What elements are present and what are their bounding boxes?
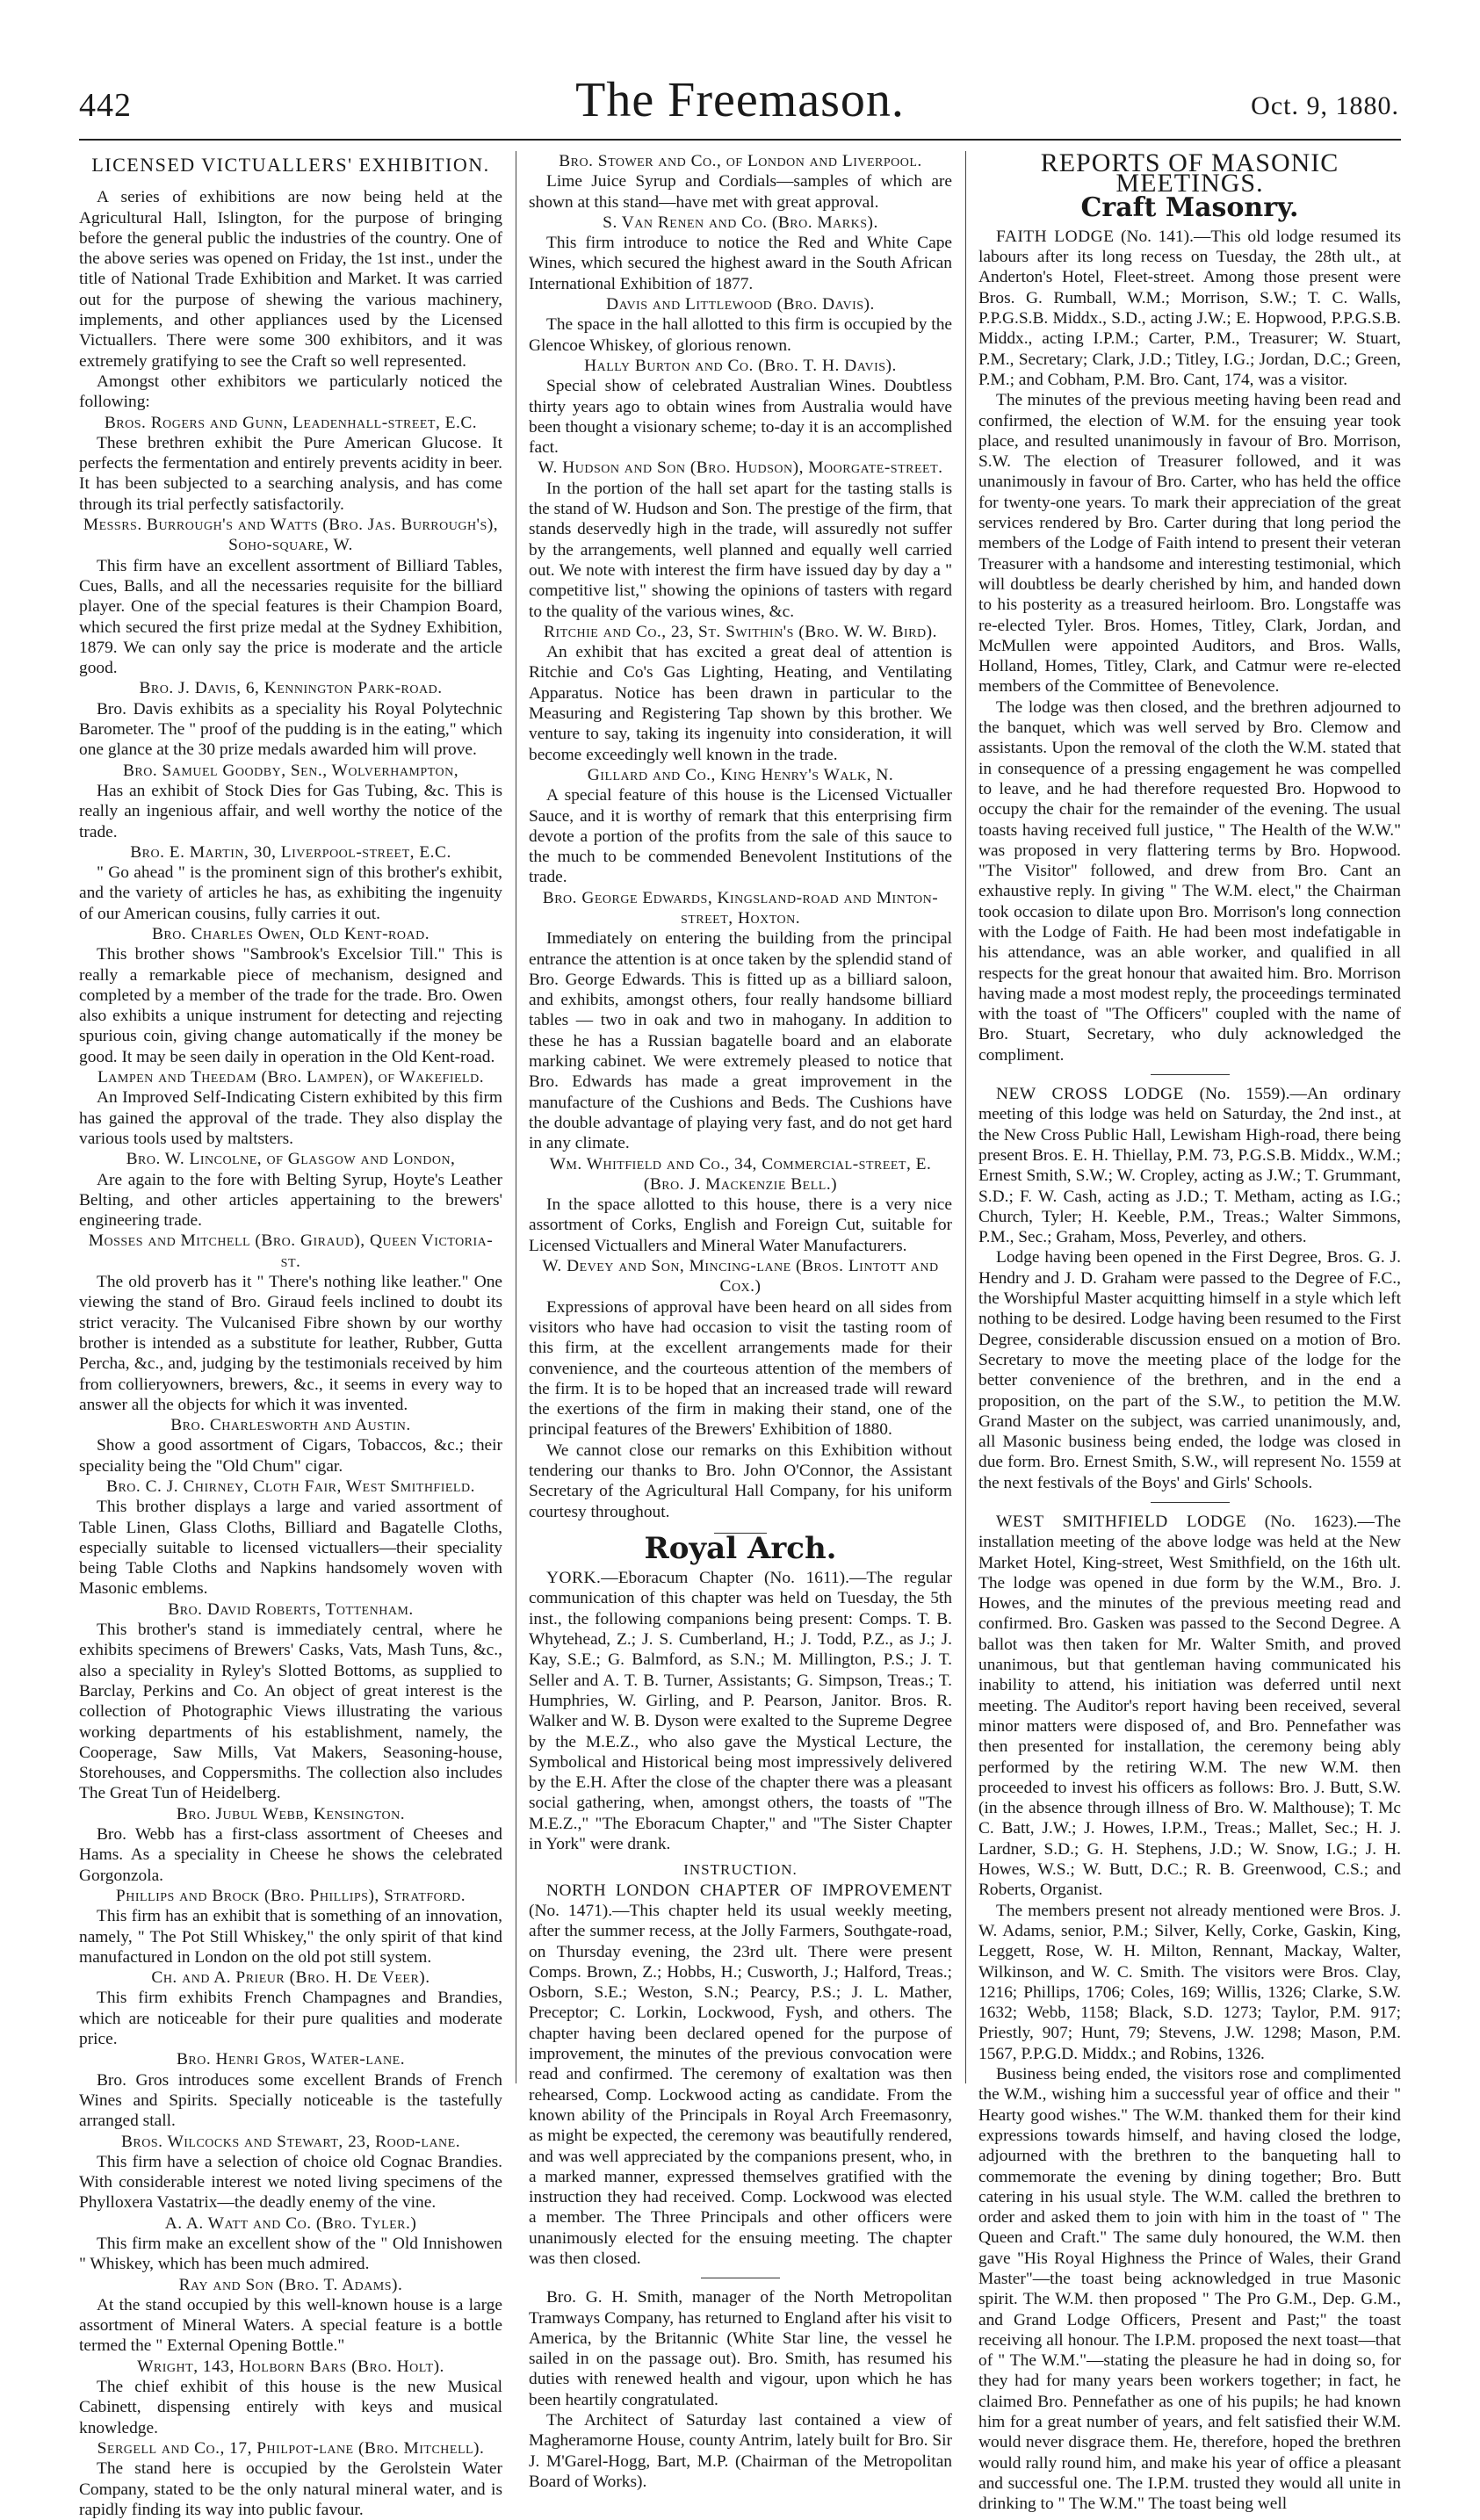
paragraph: Lime Juice Syrup and Cordials—samples of which are shown at this stand—have met with great approval. <box>529 172 952 212</box>
paragraph: This brother's stand is immediately central, where he exhibits specimens of Brewers' Casks, Vats, Mash Tuns, &c., also a speciality in Ryley's Slotted Bottoms, as supplied to Barclay, Perkins and Co. An object of great interest is the collection of Photographic Views illustrating the various working departments of his establishment, namely, the Cooperage, Saw Mills, Vat Makers, Seasoning-house, Storehouses, and Coppersmiths. The collection also includes The Great Tun of Heidelberg. <box>79 1621 502 1803</box>
paragraph: The chief exhibit of this house is the new Musical Cabinett, dispensing entirely with keys and musical knowledge. <box>79 2378 502 2437</box>
paragraph: These brethren exhibit the Pure American Glucose. It perfects the fermentation and entirely prevents acidity in beer. It has been subjected to a searching analysis, and has come through its trial perfectly satisfactorily. <box>79 433 502 514</box>
exhibitor-name: Gillard and Co., King Henry's Walk, N. <box>587 765 894 784</box>
report-lead-york: YORK. <box>546 1569 602 1588</box>
report-lead-west-smithfield-lodge: WEST SMITHFIELD LODGE <box>996 1513 1247 1531</box>
exhibitor-name: W. Devey and Son, Mincing-lane (Bros. Lintott and Cox.) <box>542 1257 939 1296</box>
exhibitor-name: W. Hudson and Son (Bro. Hudson), Moorgate-street. <box>538 459 943 478</box>
paragraph: (No. 1471).—This chapter held its usual weekly meeting, after the summer recess, at the Jolly Farmers, Southgate-road, on Thursday evening, the 23rd ult. There were present Comps. Brown, Z.; Hobbs, H.; Cusworth, J.; Halford, Treas.; Osborn, S.E.; Weston, S.N.; Pearcy, P.S.; J. L. Mather, Preceptor; C. Lorkin, Lockwood, Fysh, and others. The chapter having been declared opened for the purpose of improvement, the minutes of the previous convocation were read and confirmed. The ceremony of exaltation was then rehearsed, Comp. Lockwood acting as candidate. From the known ability of the Principals in Royal Arch Freemasonry, as might be expected, the ceremony was beautifully rendered, and was well appreciated by the companions present, who, in a marked manner, expressed themselves gratified with the instruction they had received. Comp. Lockwood was elected a member. The Three Principals and other officers were unanimously elected for the ensuing meeting. The chapter was then closed. <box>529 1901 952 2268</box>
exhibitor-name: Bro. Charles Owen, Old Kent-road. <box>151 924 430 943</box>
paragraph: This firm exhibits French Champagnes and Brandies, which are noticeable for their pure qualities and moderate price. <box>79 1989 502 2049</box>
paragraph: (No. 1623).—The installation meeting of the above lodge was held at the New Market Hotel, King-street, West Smithfield, on the 16th ult. The lodge was opened in due form by the W.M., Bro. J. Howes, and the minutes of the previous meeting read and confirmed. Bro. Gasken was passed to the Second Degree. A ballot was then taken for Mr. Walter Smith, and proved unanimous, but that gentleman having communicated his inability to attend, his initiation was deferred until next meeting. The Auditor's report having been received, several minor matters were disposed of, and Bro. Pennefather was then presented for installation, the ceremony being ably performed by the retiring W.M. The new W.M. then proceeded to invest his officers as follows: Bro. J. Butt, S.W. (in the absence through illness of Bro. W. Malthouse); T. Mc C. Batt, J.W.; J. Howes, I.P.M., Treas.; Mallet, Sec.; H. J. Lardner, S.D.; G. H. Stephens, J.D.; W. Snow, I.G.; J. H. Howes, W.S.; W. Butt, D.C.; R. B. Greenwood, C.S.; and Roberts, Organist. <box>978 1513 1401 1900</box>
paragraph: Lodge having been opened in the First Degree, Bros. G. J. Hendry and J. D. Graham were passed to the Degree of F.C., the Worshipful Master acquitting himself in a style which left nothing to be desired. Lodge having been resumed to the First Degree, considerable discussion ensued on a motion of Bro. Secretary to move the meeting place of the lodge for the better convenience of the brethren, and in the end a proposition, on the part of the S.W., to petition the M.W. Grand Master on the subject, was carried unanimously, and, all Masonic business being ended, the lodge was closed in due form. Bro. Ernest Smith, S.W., will represent No. 1559 at the next festivals of the Boys' and Girls' Schools. <box>978 1248 1401 1492</box>
exhibitor-name: Bro. David Roberts, Tottenham. <box>168 1599 414 1619</box>
article-title-reports: REPORTS OF MASONIC MEETINGS. <box>1040 148 1339 199</box>
paragraph: The old proverb has it " There's nothing like leather." One viewing the stand of Bro. Giraud feels inclined to doubt its strict veracity. The Vulcanised Fibre shown by our worthy brother is intended as a substitute for leather, Rubber, Gutta Percha, &c., and, judging by the testimonials received by him from collieryowners, brewers, &c., it seems in every way to answer all the objects for which it was invented. <box>79 1273 502 1414</box>
paragraph: In the portion of the hall set apart for the tasting stalls is the stand of W. Hudson and Son. The prestige of the firm, that stands deservedly high in the trade, will assuredly not suffer by the arrangements, well planned and equally well carried out. We note with interest the firm have issued day by day a " competitive list," showing the opinions of tasters with regard to the quality of the various wines, &c. <box>529 479 952 621</box>
paragraph: (No. 1559).—An ordinary meeting of this lodge was held on Saturday, the 2nd inst., at the New Cross Public Hall, Lewisham High-road, there being present Bros. E. H. Thiellay, P.M. 73, P.G.S.B. Middx., W.M.; Ernest Smith, S.W.; W. Cropley, acting as J.W.; T. Grummant, S.D.; F. W. Cash, acting as J.D.; T. Metham, acting as I.G.; Church, Tyler; H. Keeble, P.M., Treas.; Walter Simmons, P.M., Sec.; Graham, Moss, Peverley, and others. <box>978 1085 1401 1247</box>
paragraph: The Architect of Saturday last contained a view of Magheramorne House, county Antrim, lately built for Bro. Sir J. M'Garel-Hogg, Bart, M.P. (Chairman of the Metropolitan Board of Works). <box>529 2411 952 2491</box>
paragraph: Are again to the fore with Belting Syrup, Hoyte's Leather Belting, and other articles appertaining to the brewers' engineering trade. <box>79 1170 502 1231</box>
exhibitor-name: Lampen and Theedam (Bro. Lampen), of Wakefield. <box>97 1068 485 1087</box>
page-header <box>79 70 1401 126</box>
exhibitor-name: Bro. Samuel Goodby, Sen., Wolverhampton, <box>122 761 459 780</box>
section-heading-royal-arch: Royal Arch. <box>644 1530 837 1566</box>
paragraph: The lodge was then closed, and the brethren adjourned to the banquet, which was well served by Bro. Clemow and assistants. Upon the removal of the cloth the W.M. stated that in consequence of a pressing engagement he was compelled to leave, and he had therefore requested Bro. Hopwood to occupy the chair for the remainder of the evening. The usual toasts having received full justice, " The Health of the W.W." was proposed in very flattering terms by Bro. Hopwood. "The Visitor" followed, and drew from Bro. Cant an exhaustive reply. In giving " The W.M. elect," the Chairman took occasion to dilate upon Bro. Morrison's long connection with the Lodge of Faith. He had been most indefatigable in his attendance, was an able worker, and qualified in all respects for the great honour that awaited him. Bro. Morrison having made a most modest reply, the proceedings terminated with the toast of "The Officers" coupled with the name of Bro. Stuart, Secretary, who duly acknowledged the compliment. <box>978 697 1401 1065</box>
exhibitor-name: Bros. Rogers and Gunn, Leadenhall-street, E.C. <box>104 413 478 432</box>
column-2 <box>529 151 952 2491</box>
paragraph: This firm has an exhibit that is something of an innovation, namely, " The Pot Still Whiskey," the only spirit of that kind manufactured in London on the old pot still system. <box>79 1907 502 1967</box>
exhibitor-name: Bro. Charlesworth and Austin. <box>170 1416 411 1435</box>
column-1 <box>79 151 502 2519</box>
paragraph: Business being ended, the visitors rose and complimented the W.M., wishing him a successful year of office and their " Hearty good wishes." The W.M. thanked them for their kind expressions towards himself, and having closed the lodge, adjourned with the brethren to the banqueting hall to commemorate the evening by dining together; Bro. Butt catering in his usual style. The W.M. called the brethren to order and asked them to join with him in the toast of " The Queen and Craft." The same duly honoured, the W.M. then gave "His Royal Highness the Prince of Wales, their Grand Master"—the toast being acknowledged in true Masonic spirit. The W.M. then proposed " The Pro G.M., Dep. G.M., and Grand Lodge Officers, Present and Past;" the toast receiving all honour. The I.P.M. proposed the next toast—that of " The W.M."—stating the pleasure he had in doing so, for they had for many years been workers together; in fact, he claimed Bro. Pennefather as one of his pupils; he had known him for a great number of years, and felt satisfied their W.M. would never disgrace them. He, therefore, hoped the brethren would rally round him, and make his year of office a pleasant and successful one. The I.P.M. trusted they would all unite in drinking to " The W.M." The toast being well <box>978 2065 1401 2514</box>
exhibitor-name: Wm. Whitfield and Co., 34, Commercial-street, E. (Bro. J. Mackenzie Bell.) <box>549 1154 932 1194</box>
paragraph: The stand here is occupied by the Gerolstein Water Company, stated to be the only natural mineral water, and is rapidly finding its way into public favour. <box>79 2459 502 2519</box>
exhibitor-name: Davis and Littlewood (Bro. Davis). <box>606 295 875 314</box>
exhibitor-name: Mosses and Mitchell (Bro. Giraud), Queen Victoria-st. <box>88 1231 494 1271</box>
paragraph: An exhibit that has excited a great deal of attention is Ritchie and Co's Gas Lighting, Heating, and Ventilating Apparatus. Notice has been drawn in particular to the Measuring and Registering Tap shown by this brother. We venture to say, taking its ingenuity into consideration, it will become exceedingly well known in the trade. <box>529 643 952 764</box>
paragraph: Bro. Webb has a first-class assortment of Cheeses and Hams. As a speciality in Cheese he shows the celebrated Gorgonzola. <box>79 1825 502 1885</box>
exhibitor-name: Hally Burton and Co. (Bro. T. H. Davis). <box>584 356 897 375</box>
paragraph: Bro. Gros introduces some excellent Brands of French Wines and Spirits. Specially noticeable is the tastefully arranged stall. <box>79 2070 502 2131</box>
exhibitor-name: S. Van Renen and Co. (Bro. Marks). <box>603 213 878 232</box>
paragraph: The minutes of the previous meeting having been read and confirmed, the election of W.M. for the ensuing year took place, and resulted unanimously in favour of Bro. Morrison, S.W. The election of Treasurer followed, and it was unanimously in favour of Bro. Carter, who has held the office for twenty-one years. To mark their appreciation of the great services rendered by Bro. Carter during that long period the members of the Lodge of Faith intend to present their veteran Treasurer with a handsome and interesting testimonial, which will doubtless be dearly cherished by him, and handed down to his posterity as a treasured heirloom. Bro. Longstaffe was re-elected Tyler. Bros. Homes, Titley, Clark, Jordan, and McMullen were appointed Auditors, and Bros. Walls, Holland, Homes, Titley, Clark, and Catmur were re-elected members of the Committee of Benevolence. <box>978 391 1401 697</box>
column-divider <box>965 151 966 2083</box>
issue-date: Oct. 9, 1880. <box>1251 91 1399 120</box>
paragraph: In the space allotted to this house, there is a very nice assortment of Corks, English and Foreign Cut, suitable for Licensed Victuallers and Mineral Water Manufacturers. <box>529 1195 952 1255</box>
exhibitor-name: Bro. George Edwards, Kingsland-road and Minton-street, Hoxton. <box>542 888 939 928</box>
newspaper-page <box>79 70 1402 2519</box>
exhibitor-name: Wright, 143, Holborn Bars (Bro. Holt). <box>137 2357 444 2376</box>
paragraph: A series of exhibitions are now being held at the Agricultural Hall, Islington, for the purpose of bringing before the general public the industries of the country. One of the above series was opened on Friday, the 1st inst., under the title of National Trade Exhibition and Market. It was carried out for the purpose of shewing the various machinery, implements, and other appliances used by the Licensed Victuallers. There were some 300 exhibitors, and it was extremely gratifying to see the Craft so well represented. <box>79 188 502 371</box>
paragraph: " Go ahead " is the prominent sign of this brother's exhibit, and the variety of articles he has, as exhibiting the ingenuity of our American cousins, fully carries it out. <box>79 863 502 923</box>
paragraph: Special show of celebrated Australian Wines. Doubtless thirty years ago to obtain wines from Australia would have been thought a visionary scheme; to-day it is an accomplished fact. <box>529 377 952 458</box>
report-lead-faith-lodge: FAITH LODGE <box>996 227 1115 246</box>
paragraph: Expressions of approval have been heard on all sides from visitors who have had occasion to visit the tasting room of this firm, at the excellent arrangements made for their convenience, and the courteous attention of the members of the firm. It is to be hoped that an increased trade will reward the exertions of the firm in making their stand, one of the principal features of the Brewers' Exhibition of 1880. <box>529 1297 952 1440</box>
paragraph: Bro. G. H. Smith, manager of the North Metropolitan Tramways Company, has returned to England after his visit to America, by the Britannic (White Star line, the vessel he sailed in on the passage out). Bro. Smith, has resumed his duties with renewed health and vigour, upon which he has been heartily congratulated. <box>529 2288 952 2409</box>
exhibitor-name: A. A. Watt and Co. (Bro. Tyler.) <box>164 2213 417 2233</box>
exhibitor-name: Sergell and Co., 17, Philpot-lane (Bro. Mitchell). <box>97 2438 485 2458</box>
paragraph: This firm have a selection of choice old Cognac Brandies. With considerable interest we noted living specimens of the Phylloxera Vastatrix—the deadly enemy of the vine. <box>79 2152 502 2213</box>
exhibitor-name: Ray and Son (Bro. T. Adams). <box>178 2275 403 2294</box>
paragraph: The members present not already mentioned were Bros. J. W. Adams, senior, P.M.; Silver, Kelly, Corke, Gaskin, King, Leggett, Rose, W. H. Milton, Rennant, Mackay, Walter, Wilkinson, and W. C. Smith. The visitors were Bros. Clay, 1216; Phillips, 1706; Coles, 169; Willis, 1326; Clarke, S.W. 1632; Webb, 1158; Black, S.D. 1273; Taylor, P.M. 917; Priestly, 907; Hunt, 79; Stevens, J.W. 1298; Mason, P.M. 1567, P.P.G.D. Middx.; and Robins, 1326. <box>978 1901 1401 2063</box>
paragraph: Immediately on entering the building from the principal entrance the attention is at once taken by the splendid stand of Bro. George Edwards. This is fitted up as a billiard saloon, and exhibits, amongst others, four really handsome billiard tables — two in oak and two in mahogany. In addition to these he has a Russian bagatelle board and an elaborate marking cabinet. We were extremely pleased to notice that Bro. Edwards has made a great improvement in the manufacture of the Cushions and Beds. The Cushions have the double advantage of playing very fast, and do not get hard in any climate. <box>529 929 952 1153</box>
header-rule <box>79 139 1401 141</box>
paragraph: This brother displays a large and varied assortment of Table Linen, Glass Cloths, Billiard and Bagatelle Cloths, especially suitable to licensed victuallers—their speciality being Table Cloths and Napkins handsomely woven with Masonic emblems. <box>79 1498 502 1599</box>
paragraph: An Improved Self-Indicating Cistern exhibited by this firm has gained the approval of the trade. They also display the various tools used by maltsters. <box>79 1088 502 1148</box>
separator-rule <box>1151 1074 1230 1075</box>
paragraph: At the stand occupied by this well-known house is a large assortment of Mineral Waters. A special feature is a bottle termed the " External Opening Bottle." <box>79 2295 502 2356</box>
report-lead-new-cross-lodge: NEW CROSS LODGE <box>996 1085 1184 1104</box>
exhibitor-name: Bro. J. Davis, 6, Kennington Park-road. <box>139 679 443 698</box>
paragraph: (No. 141).—This old lodge resumed its labours after its long recess on Tuesday, the 28th ult., at Anderton's Hotel, Fleet-street. Among those present were Bros. G. Rumball, W.M.; Morrison, S.W.; T. C. Walls, P.P.G.S.B. Middx., S.D., acting J.W.; E. Hopwood, P.P.G.S.B. Middx., acting I.P.M.; Carter, P.M., Treasurer; W. Stuart, P.M., Secretary; Clark, J.D.; Titley, I.G.; Jordan, D.C.; Green, P.M.; and Cobham, P.M. Bro. Cant, 174, was a visitor. <box>978 227 1402 389</box>
exhibitor-name: Bro. C. J. Chirney, Cloth Fair, West Smithfield. <box>106 1477 475 1496</box>
exhibitor-name: Bros. Wilcocks and Stewart, 23, Rood-lane. <box>120 2132 461 2151</box>
paragraph: —Eboracum Chapter (No. 1611).—The regular communication of this chapter was held on Tuesday, the 5th inst., the following companions being present: Comps. T. B. Whytehead, Z.; J. S. Cumberland, H.; J. Todd, P.Z., as J.; J. Kay, S.E.; G. Balmford, as S.N.; M. Millington, P.S.; J. T. Seller and A. T. B. Turner, Assistants; G. Simpson, Treas.; T. Humphries, W. Girling, and P. Pearson, Janitor. Bros. R. Walker and W. B. Dyson were exalted to the Supreme Degree by the M.E.Z., who also gave the Mystical Lecture, the Symbolical and Historical being most impressively delivered by the E.H. After the close of the chapter there was a pleasant social gathering, when, amongst others, the toasts of "The M.E.Z.," "The Eboracum Chapter," and "The Sister Chapter in York" were drank. <box>529 1569 952 1854</box>
paragraph: A special feature of this house is the Licensed Victualler Sauce, and it is worthy of remark that this enterprising firm devote a portion of the profits from the sale of this sauce to the much to be commended Benevolent Institutions of the trade. <box>529 786 952 887</box>
section-heading-craft-masonry: Craft Masonry. <box>1080 191 1299 223</box>
exhibitor-name: Bro. Henri Gros, Water-lane. <box>176 2050 406 2069</box>
page-number: 442 <box>79 87 132 124</box>
paragraph: This brother shows "Sambrook's Excelsior Till." This is really a remarkable piece of mechanism, designed and completed by a member of the trade for the trade. Bro. Owen also exhibits a unique instrument for detecting and rejecting spurious coin, giving change automatically if the money be good. It may be seen daily in operation in the Old Kent-road. <box>79 945 502 1066</box>
paragraph: We cannot close our remarks on this Exhibition without tendering our thanks to Bro. John O'Connor, the Assistant Secretary of the Agricultural Hall Company, for his uniform courtesy throughout. <box>529 1441 952 1521</box>
exhibitor-name: Messrs. Burrough's and Watts (Bro. Jas. Burrough's), Soho-square, W. <box>83 516 499 555</box>
paragraph: Bro. Davis exhibits as a speciality his Royal Polytechnic Barometer. The " proof of the pudding is in the eating," which one glance at the 30 prize medals awarded him will prove. <box>79 699 502 760</box>
paragraph: This firm introduce to notice the Red and White Cape Wines, which secured the highest award in the South African International Exhibition of 1877. <box>529 234 952 293</box>
column-3 <box>978 148 1402 2514</box>
exhibitor-name: Bro. Jubul Webb, Kensington. <box>176 1804 406 1823</box>
paragraph: Show a good assortment of Cigars, Tobaccos, &c.; their speciality being the "Old Chum" cigar. <box>79 1436 502 1476</box>
paragraph: Amongst other exhibitors we particularly noticed the following: <box>79 372 502 412</box>
report-lead-north-london: NORTH LONDON CHAPTER OF IMPROVEMENT <box>546 1881 952 1900</box>
paragraph: This firm have an excellent assortment of Billiard Tables, Cues, Balls, and all the necessaries requisite for the billiard player. One of the special features is their Champion Board, which secured the first prize medal at the Sydney Exhibition, 1879. We can only say the price is moderate and the article good. <box>79 556 502 678</box>
paragraph: Has an exhibit of Stock Dies for Gas Tubing, &c. This is really an ingenious affair, and well worthy the notice of the trade. <box>79 781 502 841</box>
exhibitor-name: Ritchie and Co., 23, St. Swithin's (Bro. W. W. Bird). <box>544 622 937 641</box>
masthead: The Freemason. <box>575 73 905 127</box>
exhibitor-name: Bro. W. Lincolne, of Glasgow and London, <box>126 1150 456 1169</box>
article-title-exhibition: LICENSED VICTUALLERS' EXHIBITION. <box>91 154 490 176</box>
exhibitor-name: Ch. and A. Prieur (Bro. H. De Veer). <box>151 1968 430 1988</box>
separator-rule <box>1151 1502 1230 1503</box>
subheading-instruction: INSTRUCTION. <box>683 1861 798 1879</box>
exhibitor-name: Phillips and Brock (Bro. Phillips), Stratford. <box>115 1886 466 1905</box>
exhibitor-name: Bro. E. Martin, 30, Liverpool-street, E.C. <box>130 842 451 862</box>
exhibitor-name: Bro. Stower and Co., of London and Liverpool. <box>559 152 922 170</box>
paragraph: The space in the hall allotted to this firm is occupied by the Glencoe Whiskey, of glorious renown. <box>529 315 952 355</box>
paragraph: This firm make an excellent show of the " Old Innishowen " Whiskey, which has been much admired. <box>79 2234 502 2274</box>
